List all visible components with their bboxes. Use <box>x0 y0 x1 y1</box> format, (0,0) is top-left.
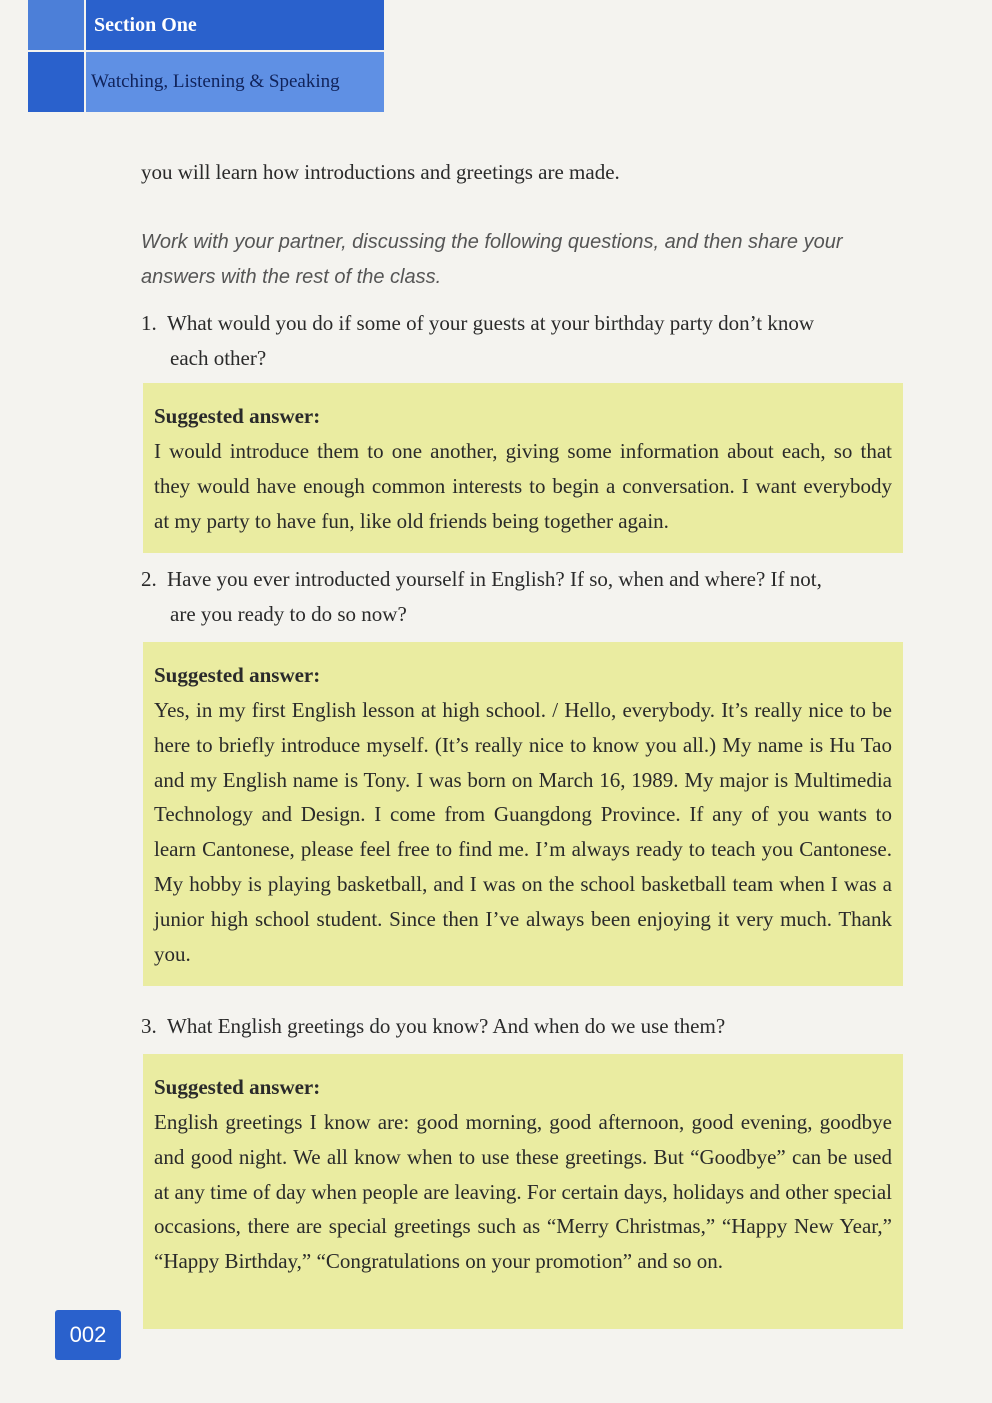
answer-box-2 <box>143 642 903 986</box>
question-2 <box>141 562 906 632</box>
page-number: 002 <box>55 1310 121 1360</box>
answer-label: Suggested answer: <box>154 404 321 428</box>
question-number: 1. <box>141 311 157 335</box>
section-subtitle: Watching, Listening & Speaking <box>86 52 384 112</box>
question-text-continued: each other? <box>170 346 267 370</box>
header-accent-bottom <box>28 52 84 112</box>
answer-text: I would introduce them to one another, giving some information about each, so that they would have enough common interests to begin a conversation. I want everybody at my party to have fun, like old friends being together again. <box>154 439 892 533</box>
question-number: 3. <box>141 1014 157 1038</box>
question-3 <box>141 1009 906 1044</box>
intro-line: you will learn how introductions and greetings are made. <box>141 160 620 184</box>
instruction-text: Work with your partner, discussing the following questions, and then share your answers with the rest of the class. <box>141 231 843 288</box>
section-title: Section One <box>86 0 384 50</box>
answer-label: Suggested answer: <box>154 1075 321 1099</box>
question-text: What English greetings do you know? And when do we use them? <box>167 1014 726 1038</box>
question-1 <box>141 306 906 376</box>
answer-box-3 <box>143 1054 903 1329</box>
question-text: What would you do if some of your guests at your birthday party don’t know <box>167 311 815 335</box>
section-header <box>28 0 384 112</box>
answer-text: English greetings I know are: good morning, good afternoon, good evening, goodbye and good night. We all know when to use these greetings. But “Goodbye” can be used at any time of day when people are leaving. For certain days, holidays and other special occasions, there are special greetings such as “Merry Christmas,” “Happy New Year,” “Happy Birthday,” “Congratulations on your promotion” and so on. <box>154 1110 892 1274</box>
question-number: 2. <box>141 567 157 591</box>
answer-text: Yes, in my first English lesson at high school. / Hello, everybody. It’s really nice to be here to briefly introduce myself. (It’s really nice to know you all.) My name is Hu Tao and my English name is Tony. I was born on March 16, 1989. My major is Multimedia Technology and Design. I come from Guangdong Province. If any of you wants to learn Cantonese, please feel free to find me. I’m always ready to teach you Cantonese. My hobby is playing basketball, and I was on the school basketball team when I was a junior high school student. Since then I’ve always been enjoying it very much. Thank you. <box>154 698 892 966</box>
answer-label: Suggested answer: <box>154 663 321 687</box>
question-text-continued: are you ready to do so now? <box>170 602 407 626</box>
question-text: Have you ever introducted yourself in English? If so, when and where? If not, <box>167 567 822 591</box>
header-accent-top <box>28 0 84 50</box>
answer-box-1 <box>143 383 903 553</box>
